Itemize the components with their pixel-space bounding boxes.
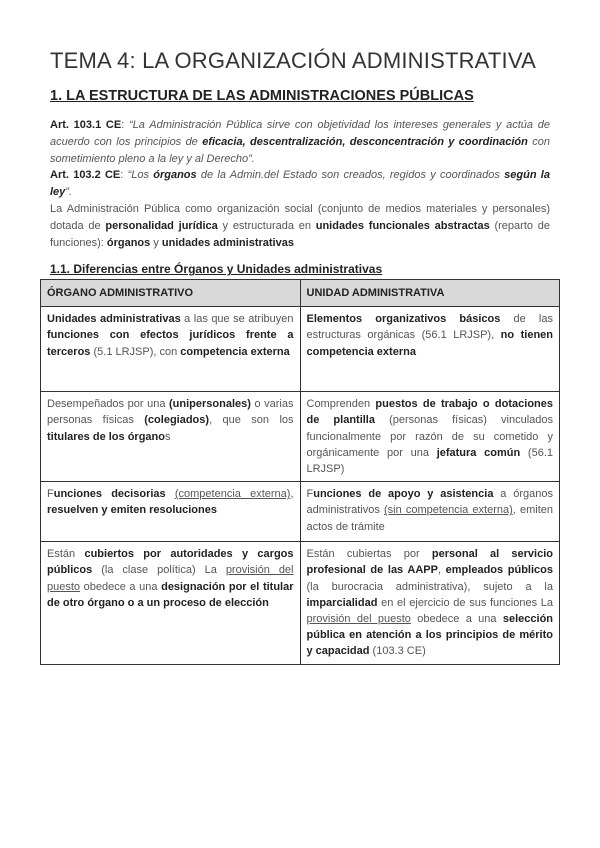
bold-text: personalidad jurídica (105, 219, 218, 232)
bold-text: no tienen competencia externa (306, 329, 553, 358)
bold-text: resuelven y emiten resoluciones (47, 504, 217, 517)
cell-unidad (300, 542, 560, 664)
bold-text: imparcialidad (306, 596, 378, 609)
bold-text: (colegiados) (144, 414, 210, 427)
bold-text: jefatura común (436, 446, 521, 459)
bold-text: Art. 103.1 CE (50, 119, 122, 131)
table-row (41, 482, 560, 542)
cell-organo (41, 482, 301, 542)
text-run: ”. (65, 186, 73, 199)
table-row (41, 392, 560, 482)
bold-text: designación por el titular de otro órgano o a un proceso de elección (47, 580, 294, 609)
cell-unidad (300, 482, 560, 542)
bold-text: Unidades administrativas (47, 313, 181, 326)
cell-organo (41, 392, 301, 482)
text-run: Están cubiertas por (306, 548, 432, 561)
text-run: , que son los (209, 414, 294, 427)
text-run: (5.1 LRJSP), con (90, 345, 181, 358)
text-run: de la Admin.del Estado son creados, regidos y coordinados (196, 169, 505, 182)
section-body (50, 117, 550, 278)
comparison-table (40, 279, 560, 665)
header-unidad: UNIDAD ADMINISTRATIVA (300, 280, 560, 307)
text-run: (56.1 LRJSP) (306, 446, 553, 476)
text-run: (la clase política) La (92, 564, 226, 577)
cell-organo (41, 542, 301, 664)
text-run: F (47, 488, 54, 501)
cell-unidad (300, 392, 560, 482)
text-run: o varias personas físicas (47, 398, 294, 427)
text-run: (reparto de funciones): (50, 219, 551, 249)
text-run: F (306, 488, 314, 501)
text-run: Están (47, 548, 85, 561)
text-run: “La Administración Pública sirve con objetividad los intereses generales y actúa de acuerdo con los principios de (50, 119, 550, 148)
text-run: con sometimiento pleno a la ley y al Derecho”. (50, 135, 550, 165)
cell-unidad (300, 307, 560, 392)
text-run: (103.3 CE) (369, 645, 426, 658)
bold-text: titulares de los órgano (47, 430, 165, 443)
header-organo: ÓRGANO ADMINISTRATIVO (41, 280, 301, 307)
text-run: a órganos administrativos (306, 488, 554, 517)
bold-text: funciones con efectos jurídicos frente a terceros (47, 329, 294, 358)
cell-organo (41, 307, 301, 392)
bold-text: personal al servicio profesional de las AAPP (306, 548, 553, 577)
bold-text: selección pública en atención a los principios de mérito y capacidad (306, 613, 554, 658)
bold-text: según la ley (50, 169, 550, 199)
bold-text: órganos (153, 169, 197, 182)
paragraph-administracion (50, 201, 550, 251)
text-run: : (121, 119, 130, 131)
text-run: a las que se atribuyen (180, 313, 294, 326)
text-run: , emiten actos de trámite (306, 504, 553, 533)
text-run: , (290, 488, 294, 501)
bold-text: unidades funcionales abstractas (315, 219, 490, 232)
underlined-text: provisión del puesto (306, 613, 411, 626)
text-run: La Administración Pública como organización social (conjunto de medios materiales y personales) dotada de (50, 202, 550, 232)
bold-text: (unipersonales) (169, 398, 251, 411)
text-run: y (150, 236, 162, 249)
table-row (41, 307, 560, 392)
section-heading: 1. LA ESTRUCTURA DE LAS ADMINISTRACIONES PÚBLICAS (50, 88, 474, 104)
subsection-heading: 1.1. Diferencias entre Órganos y Unidades administrativas (50, 262, 383, 277)
text-run: obedece a una (410, 613, 503, 626)
bold-text: unciones decisorias (53, 488, 166, 501)
text-run: en el ejercicio de sus funciones La (377, 596, 553, 609)
text-run: , (437, 564, 446, 577)
bold-text: eficacia, descentralización, desconcentración y coordinación (202, 135, 528, 148)
underlined-text: (competencia externa) (174, 488, 291, 501)
document-title: TEMA 4: LA ORGANIZACIÓN ADMINISTRATIVA (50, 48, 536, 73)
table-header-row (41, 280, 560, 307)
text-run: Comprenden (306, 398, 376, 411)
bold-text: órganos (106, 236, 151, 249)
text-run: y estructurada en (217, 219, 316, 232)
text-run: de las estructuras orgánicas (56.1 LRJSP), (306, 313, 553, 342)
paragraph-art-103-1 (50, 117, 550, 167)
table-row (41, 542, 560, 664)
bold-text: Elementos organizativos básicos (306, 313, 501, 326)
bold-text: competencia externa (180, 345, 290, 358)
bold-text: unidades administrativas (161, 236, 294, 249)
text-run: Desempeñados por una (47, 398, 169, 411)
bold-text: unciones de apoyo y asistencia (313, 488, 494, 501)
bold-text: cubiertos por autoridades y cargos públicos (47, 548, 294, 577)
underlined-text: (sin competencia externa) (384, 504, 513, 517)
text-run: (personas físicas) vinculados funcionalmente por razón de su cometido y orgánicamente por una (306, 414, 553, 459)
text-run (166, 488, 175, 500)
bold-text: puestos de trabajo o dotaciones de plantilla (306, 398, 553, 427)
text-run: obedece a una (80, 580, 162, 593)
text-run: s (164, 430, 171, 443)
text-run: “Los (127, 169, 154, 182)
bold-text: empleados públicos (445, 564, 553, 577)
underlined-text: provisión del puesto (47, 564, 294, 593)
paragraph-art-103-2 (50, 167, 550, 201)
bold-text: Art. 103.2 CE (50, 169, 121, 182)
text-run: : (120, 169, 128, 182)
text-run: (la burocracia administrativa), sujeto a la (306, 580, 553, 593)
